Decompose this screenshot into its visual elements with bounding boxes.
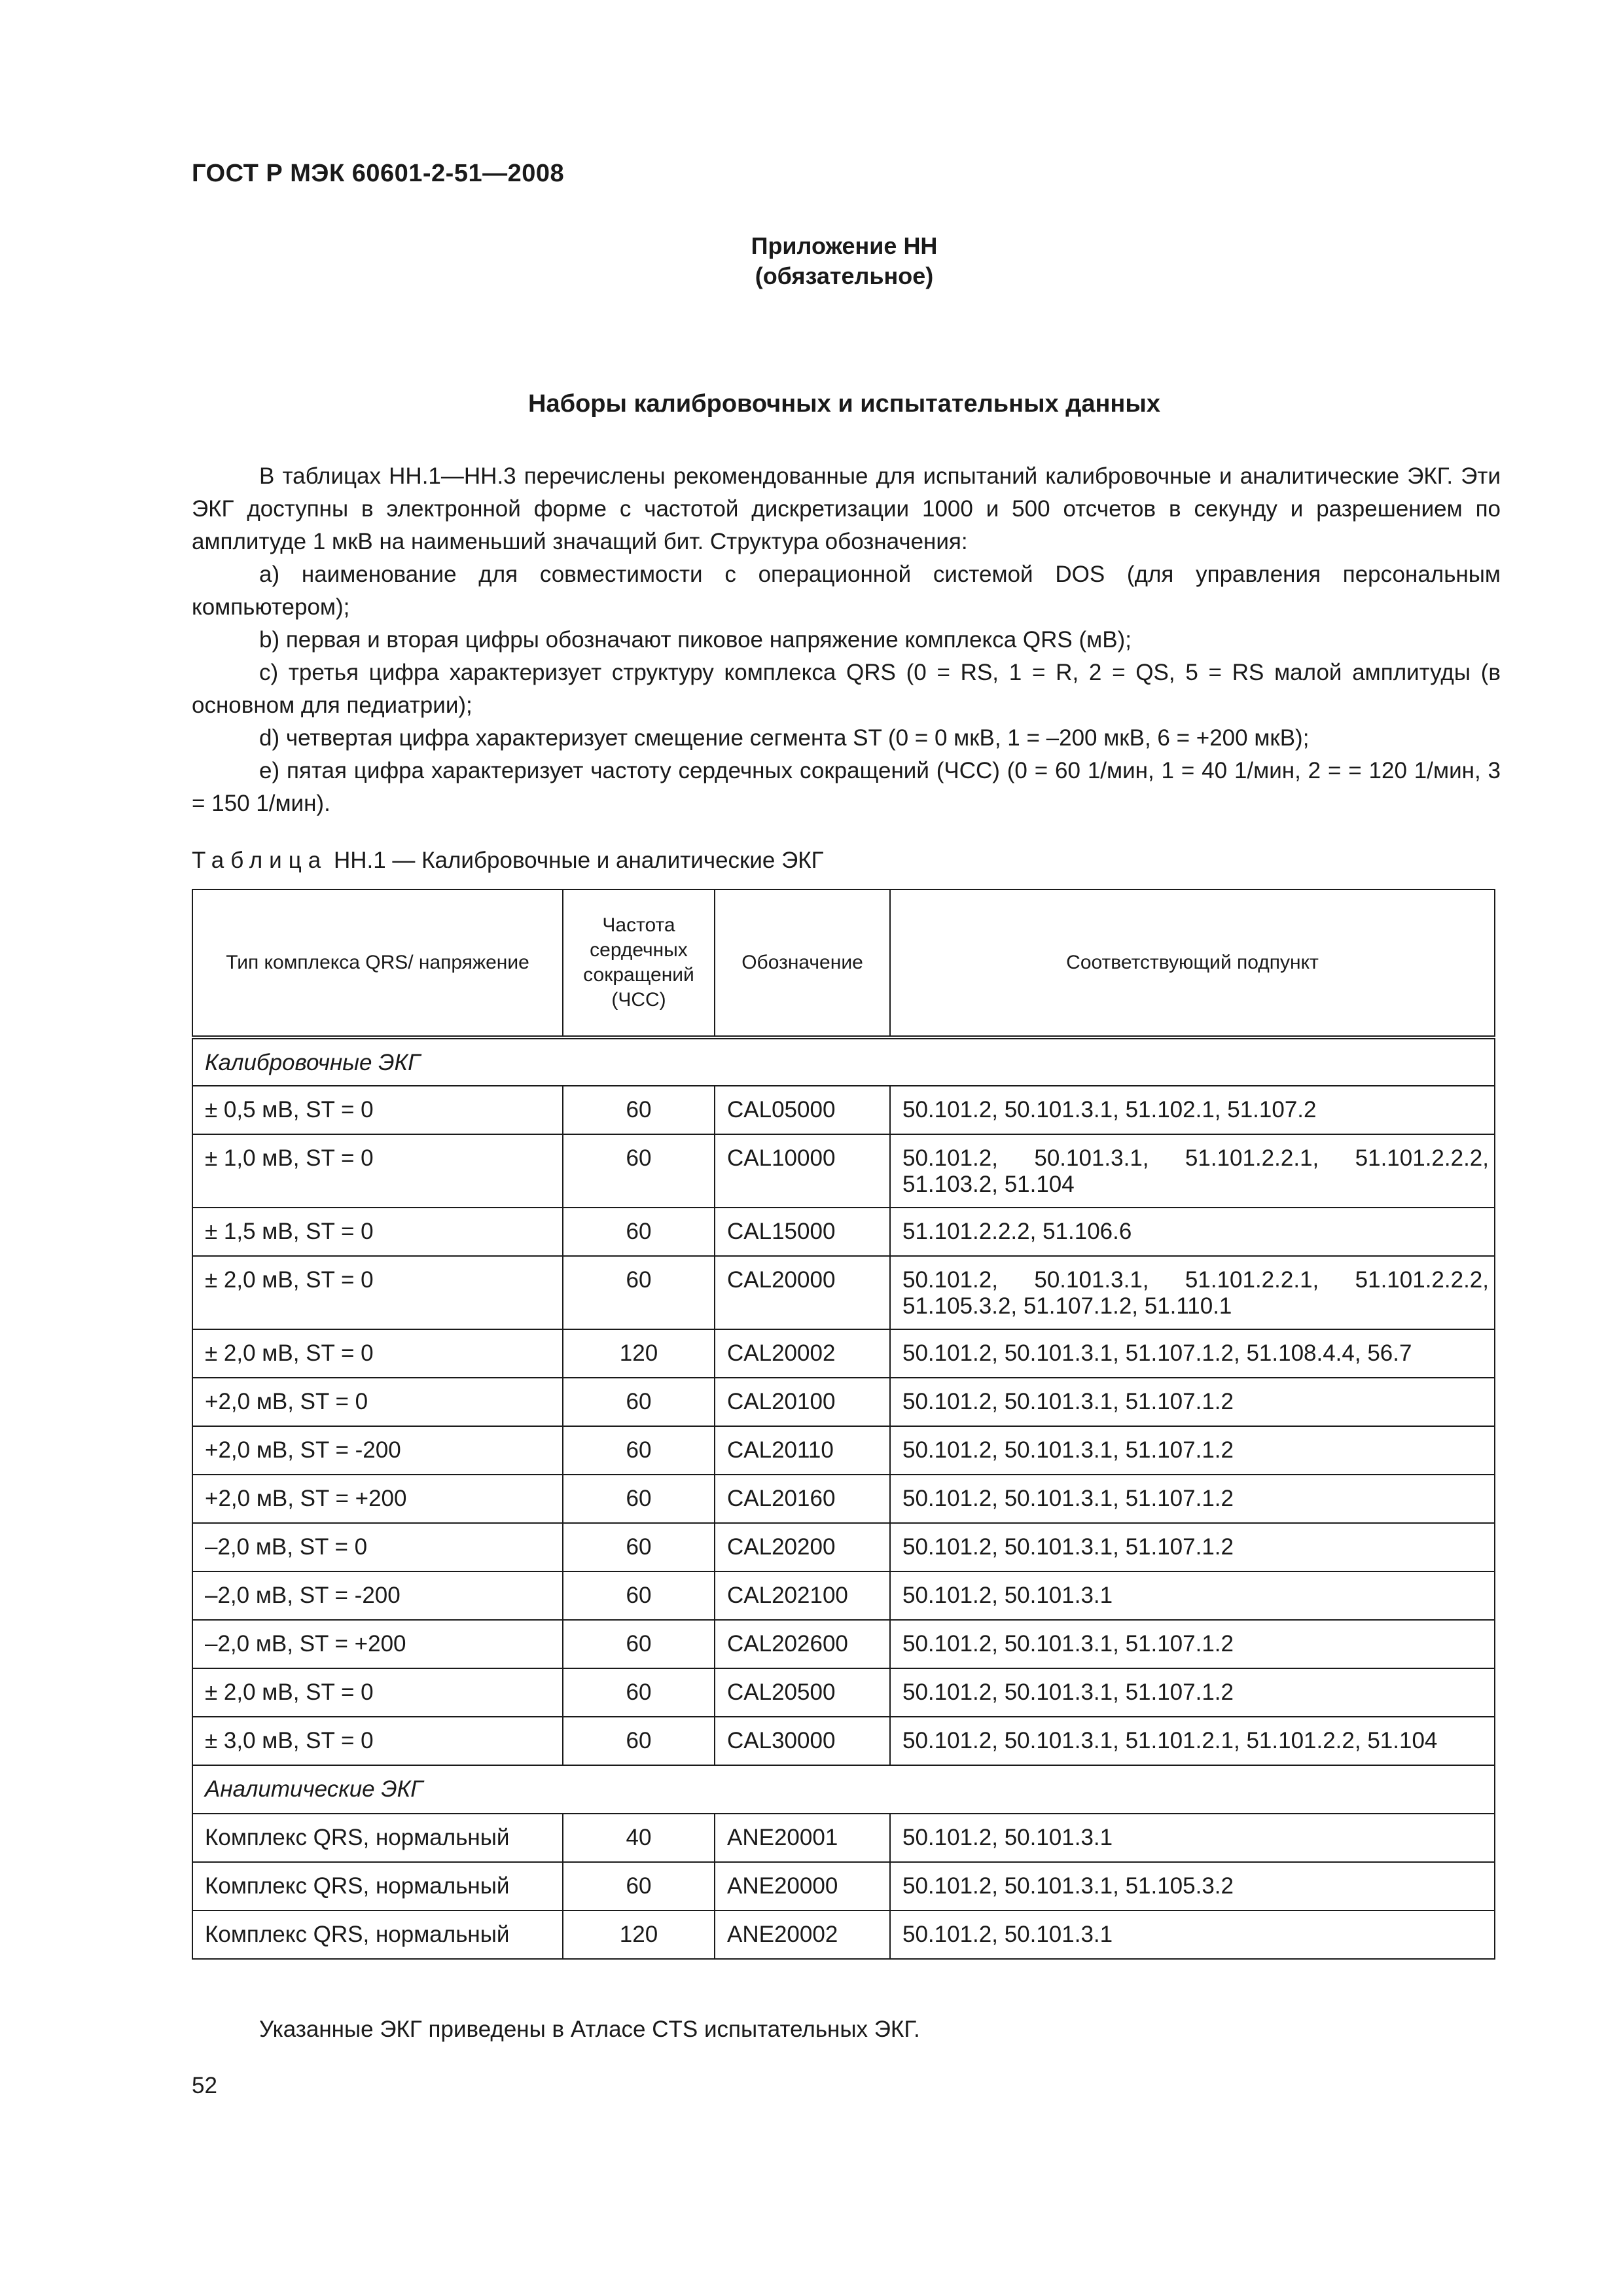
cell-designation: CAL30000 [715,1717,890,1765]
cell-designation: ANE20001 [715,1814,890,1862]
cell-heart-rate: 60 [563,1378,715,1426]
annex-type: (обязательное) [755,262,934,289]
cell-heart-rate: 120 [563,1910,715,1959]
paragraph-item-c: c) третья цифра характеризует структуру комплекса QRS (0 = RS, 1 = R, 2 = QS, 5 = RS малой амплитуды (в основном для педиатрии); [192,660,1501,718]
cell-subclause: 50.101.2, 50.101.3.1 [890,1814,1495,1862]
table-caption [192,844,824,877]
cell-subclause: 50.101.2, 50.101.3.1, 51.107.1.2 [890,1378,1495,1426]
table-row [192,1086,1495,1134]
cell-designation: CAL15000 [715,1208,890,1256]
cell-subclause: 50.101.2, 50.101.3.1, 51.101.2.2.1, 51.101.2.2.2, 51.103.2, 51.104 [890,1134,1495,1208]
cell-heart-rate: 60 [563,1523,715,1571]
cell-qrs-type: ± 1,5 мВ, ST = 0 [192,1208,563,1256]
cell-designation: CAL20002 [715,1329,890,1378]
annex-title: Приложение НН [751,232,938,259]
cell-qrs-type: Комплекс QRS, нормальный [192,1862,563,1910]
table-row [192,1523,1495,1571]
cell-designation: CAL20110 [715,1426,890,1475]
cell-subclause: 51.101.2.2.2, 51.106.6 [890,1208,1495,1256]
cell-subclause: 50.101.2, 50.101.3.1 [890,1571,1495,1620]
table-row [192,1571,1495,1620]
section-title: Наборы калибровочных и испытательных данных [528,390,1160,418]
cell-qrs-type: Комплекс QRS, нормальный [192,1814,563,1862]
table-row [192,1329,1495,1378]
table-caption-text: НН.1 — Калибровочные и аналитические ЭКГ [333,848,824,873]
table-row [192,1378,1495,1426]
table-row [192,1910,1495,1959]
cell-designation: ANE20000 [715,1862,890,1910]
table-row [192,1814,1495,1862]
cell-qrs-type: +2,0 мВ, ST = +200 [192,1475,563,1523]
body-text [192,460,1501,820]
header-designation: Обозначение [715,889,890,1037]
cell-qrs-type: ± 2,0 мВ, ST = 0 [192,1668,563,1717]
group-row-calibration [192,1037,1495,1086]
cell-subclause: 50.101.2, 50.101.3.1, 51.102.1, 51.107.2 [890,1086,1495,1134]
cell-qrs-type: +2,0 мВ, ST = 0 [192,1378,563,1426]
paragraph-item-a: a) наименование для совместимости с операционной системой DOS (для управления персональным компьютером); [192,562,1501,620]
cell-qrs-type: –2,0 мВ, ST = 0 [192,1523,563,1571]
cell-designation: CAL05000 [715,1086,890,1134]
cell-designation: CAL20200 [715,1523,890,1571]
cell-subclause: 50.101.2, 50.101.3.1, 51.101.2.1, 51.101.2.2, 51.104 [890,1717,1495,1765]
table-row [192,1475,1495,1523]
cell-designation: CAL202600 [715,1620,890,1668]
cell-subclause: 50.101.2, 50.101.3.1 [890,1910,1495,1959]
cell-heart-rate: 60 [563,1668,715,1717]
cell-subclause: 50.101.2, 50.101.3.1, 51.107.1.2 [890,1620,1495,1668]
table-row [192,1668,1495,1717]
table-row [192,1256,1495,1329]
header-heart-rate: Частота сердечных сокращений (ЧСС) [563,889,715,1037]
paragraph-item-e: e) пятая цифра характеризует частоту сердечных сокращений (ЧСС) (0 = 60 1/мин, 1 = 40 1/мин, 2 = = 120 1/мин, 3 = 150 1/мин). [192,758,1501,816]
cell-subclause: 50.101.2, 50.101.3.1, 51.107.1.2, 51.108.4.4, 56.7 [890,1329,1495,1378]
table-row [192,1426,1495,1475]
cell-heart-rate: 60 [563,1208,715,1256]
cell-designation: CAL20500 [715,1668,890,1717]
cell-heart-rate: 120 [563,1329,715,1378]
cell-heart-rate: 60 [563,1256,715,1329]
group-row-analytic [192,1765,1495,1814]
header-subclause: Соответствующий подпункт [890,889,1495,1037]
cell-designation: CAL10000 [715,1134,890,1208]
cell-heart-rate: 60 [563,1862,715,1910]
table-body [192,1037,1495,1959]
cell-heart-rate: 60 [563,1134,715,1208]
standard-code: ГОСТ Р МЭК 60601-2-51—2008 [192,160,565,187]
cell-subclause: 50.101.2, 50.101.3.1, 51.107.1.2 [890,1475,1495,1523]
cell-qrs-type: ± 2,0 мВ, ST = 0 [192,1329,563,1378]
table-caption-prefix: Таблица [192,848,328,873]
cell-heart-rate: 40 [563,1814,715,1862]
cell-designation: CAL20160 [715,1475,890,1523]
cell-heart-rate: 60 [563,1717,715,1765]
cell-subclause: 50.101.2, 50.101.3.1, 51.107.1.2 [890,1523,1495,1571]
table-row [192,1717,1495,1765]
cell-qrs-type: Комплекс QRS, нормальный [192,1910,563,1959]
cell-qrs-type: ± 0,5 мВ, ST = 0 [192,1086,563,1134]
table-row [192,1134,1495,1208]
cell-heart-rate: 60 [563,1475,715,1523]
ecg-table [192,889,1495,1960]
cell-subclause: 50.101.2, 50.101.3.1, 51.107.1.2 [890,1668,1495,1717]
cell-qrs-type: –2,0 мВ, ST = +200 [192,1620,563,1668]
cell-subclause: 50.101.2, 50.101.3.1, 51.107.1.2 [890,1426,1495,1475]
cell-designation: CAL20100 [715,1378,890,1426]
table-row [192,1620,1495,1668]
cell-heart-rate: 60 [563,1571,715,1620]
cell-qrs-type: +2,0 мВ, ST = -200 [192,1426,563,1475]
cell-qrs-type: ± 1,0 мВ, ST = 0 [192,1134,563,1208]
header-qrs-type: Тип комплекса QRS/ напряжение [192,889,563,1037]
group-label-analytic: Аналитические ЭКГ [192,1765,1495,1814]
cell-qrs-type: ± 2,0 мВ, ST = 0 [192,1256,563,1329]
cell-subclause: 50.101.2, 50.101.3.1, 51.101.2.2.1, 51.101.2.2.2, 51.105.3.2, 51.107.1.2, 51.110.1 [890,1256,1495,1329]
table-row [192,1208,1495,1256]
cell-designation: ANE20002 [715,1910,890,1959]
cell-heart-rate: 60 [563,1620,715,1668]
group-label-calibration: Калибровочные ЭКГ [192,1037,1495,1086]
cell-designation: CAL20000 [715,1256,890,1329]
page-number: 52 [192,2073,217,2098]
note-text: Указанные ЭКГ приведены в Атласе CTS испытательных ЭКГ. [259,2017,920,2042]
cell-qrs-type: ± 3,0 мВ, ST = 0 [192,1717,563,1765]
cell-subclause: 50.101.2, 50.101.3.1, 51.105.3.2 [890,1862,1495,1910]
paragraph-item-b: b) первая и вторая цифры обозначают пиковое напряжение комплекса QRS (мВ); [259,627,1132,653]
cell-designation: CAL202100 [715,1571,890,1620]
paragraph-item-d: d) четвертая цифра характеризует смещение сегмента ST (0 = 0 мкВ, 1 = –200 мкВ, 6 = +200 мкВ); [259,725,1310,751]
paragraph-intro: В таблицах НН.1—НН.3 перечислены рекомендованные для испытаний калибровочные и аналитические ЭКГ. Эти ЭКГ доступны в электронной форме с частотой дискретизации 1000 и 500 отсчетов в секунду и разрешением по амплитуде 1 мкВ на наименьший значащий бит. Структура обозначения: [192,463,1501,554]
table-row [192,1862,1495,1910]
cell-heart-rate: 60 [563,1086,715,1134]
cell-qrs-type: –2,0 мВ, ST = -200 [192,1571,563,1620]
table-header-row [192,889,1495,1037]
cell-heart-rate: 60 [563,1426,715,1475]
